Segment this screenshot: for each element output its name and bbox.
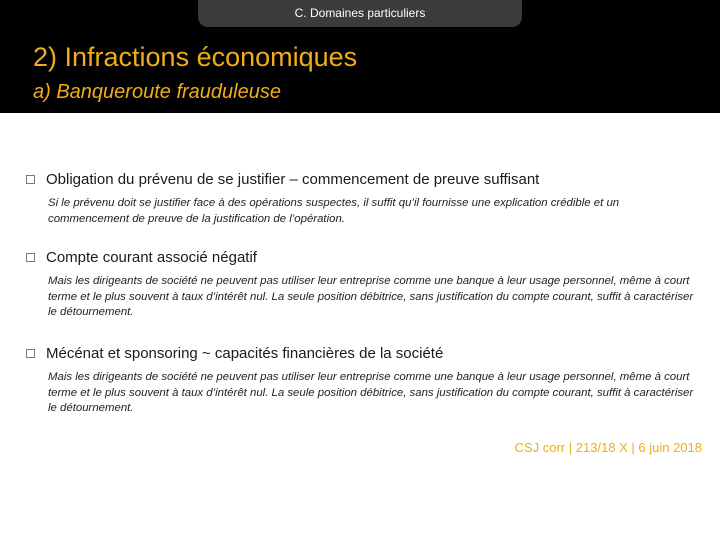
checkbox-bullet-icon xyxy=(26,175,35,184)
slide-subtitle: a) Banqueroute frauduleuse xyxy=(33,81,281,103)
bullet-detail: Mais les dirigeants de société ne peuvent pas utiliser leur entreprise comme une banque à leur usage personnel, même à court terme et le plus souvent à taux d’intérêt nul. La seule position débitrice, sans justification du compte courant, suffit à caractériser le détournement. xyxy=(48,275,694,318)
citation-reference: CSJ corr | 213/18 X | 6 juin 2018 xyxy=(514,440,702,455)
bullet-item xyxy=(26,171,539,188)
checkbox-bullet-icon xyxy=(26,349,35,358)
bullet-detail: Si le prévenu doit se justifier face à des opérations suspectes, il suffit qu’il fournisse une explication crédible et un commencement de preuve de la justification de l’opération. xyxy=(48,197,620,225)
bullet-heading: Compte courant associé négatif xyxy=(46,249,257,266)
slide-title: 2) Infractions économiques xyxy=(33,42,358,72)
checkbox-bullet-icon xyxy=(26,253,35,262)
bullet-detail: Mais les dirigeants de société ne peuvent pas utiliser leur entreprise comme une banque à leur usage personnel, même à court terme et le plus souvent à taux d’intérêt nul. La seule position débitrice, sans justification du compte courant, suffit à caractériser le détournement. xyxy=(48,371,694,414)
bullet-heading: Obligation du prévenu de se justifier – commencement de preuve suffisant xyxy=(46,171,540,188)
bullet-item xyxy=(26,249,257,266)
bullet-heading: Mécénat et sponsoring ~ capacités financières de la société xyxy=(46,345,444,362)
bullet-item xyxy=(26,345,443,362)
section-tab: C. Domaines particuliers xyxy=(198,0,522,27)
